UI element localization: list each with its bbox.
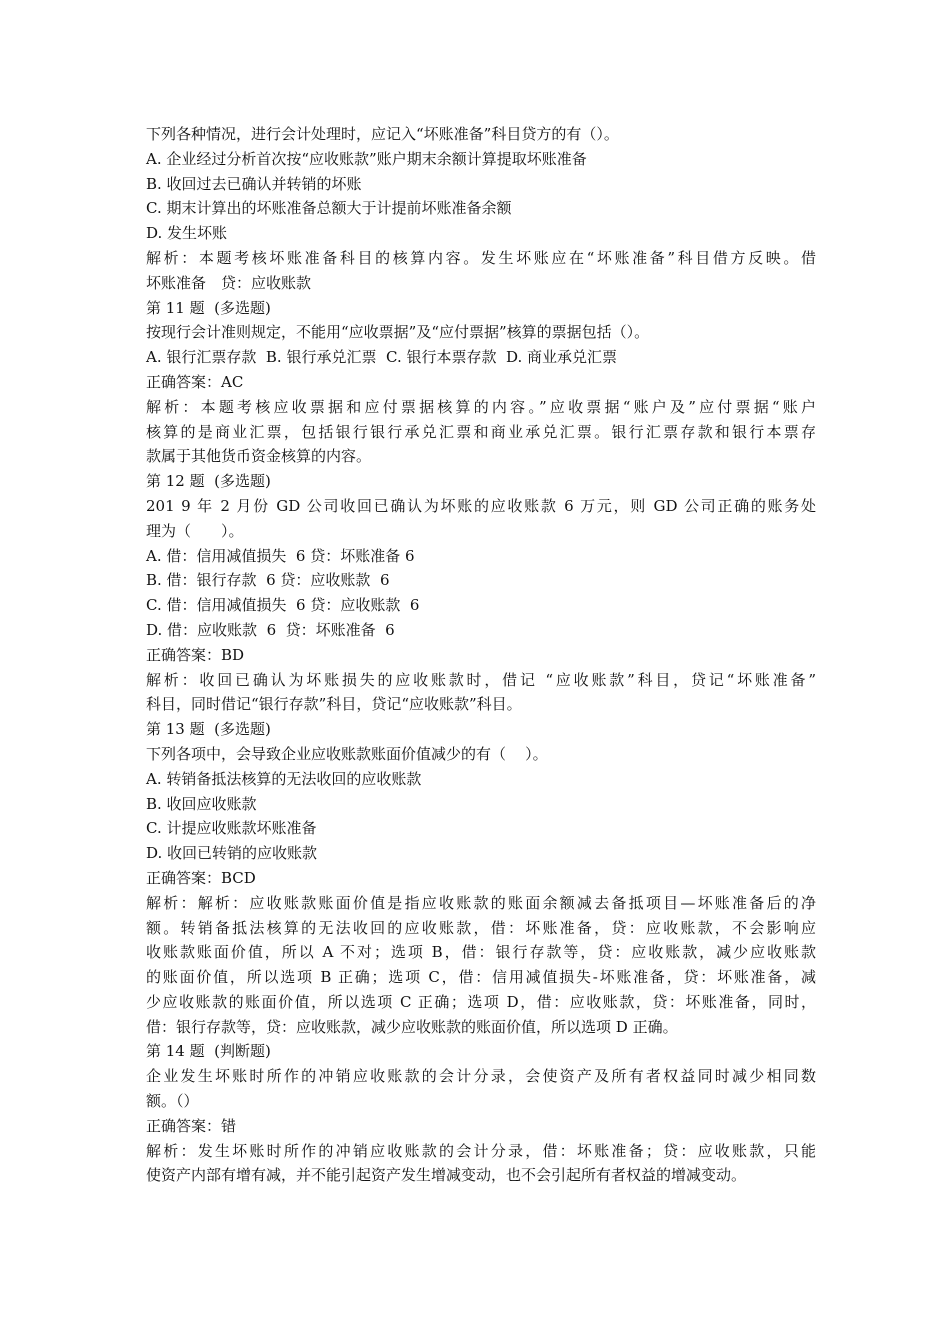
text-line: 解析：解析：应收账款账面价值是指应收账款的账面余额减去备抵项目—坏账准备后的净 xyxy=(146,893,816,912)
option-text xyxy=(146,196,816,221)
analysis-text xyxy=(146,891,816,1040)
question-stem xyxy=(146,320,816,345)
text-line: 正确答案：AC xyxy=(146,372,244,391)
text-line: A. 企业经过分析首次按“应收账款”账户期末余额计算提取坏账准备 xyxy=(146,149,587,168)
text-line: 借：银行存款等，贷：应收账款，减少应收账款的账面价值，所以选项 D 正确。 xyxy=(146,1017,678,1036)
text-line: 第 13 题 (多选题) xyxy=(146,720,271,739)
text-line: C. 计提应收账款坏账准备 xyxy=(146,819,317,838)
text-line: 的账面价值，所以选项 B 正确；选项 C，借：信用减值损失-坏账准备，贷：坏账准备，减 xyxy=(146,968,816,987)
question-header xyxy=(146,296,816,321)
option-text xyxy=(146,345,816,370)
text-line: B. 借：银行存款 6 贷：应收账款 6 xyxy=(146,571,390,590)
text-line: 第 14 题 (判断题) xyxy=(146,1042,271,1061)
question-stem xyxy=(146,122,816,147)
text-line: 少应收账款的账面价值，所以选项 C 正确；选项 D，借：应收账款，贷：坏账准备，同时， xyxy=(146,992,816,1011)
text-line: 按现行会计准则规定，不能用“应收票据”及“应付票据”核算的票据包括（）。 xyxy=(146,323,650,342)
text-line: 解析：本题考核应收票据和应付票据核算的内容。”应收票据“账户及”应付票据“账户 xyxy=(146,397,816,416)
question-header xyxy=(146,1039,816,1064)
text-line: 坏账准备 贷：应收账款 xyxy=(146,273,312,292)
text-line: 理为（ ）。 xyxy=(146,521,244,540)
text-line: D. 收回已转销的应收账款 xyxy=(146,844,318,863)
text-line: B. 收回过去已确认并转销的坏账 xyxy=(146,174,362,193)
text-line: 正确答案：错 xyxy=(146,1116,237,1135)
option-text xyxy=(146,767,816,792)
text-line: 额。（） xyxy=(146,1092,199,1111)
text-line: A. 转销备抵法核算的无法收回的应收账款 xyxy=(146,769,422,788)
question-header xyxy=(146,717,816,742)
option-text xyxy=(146,618,816,643)
option-text xyxy=(146,816,816,841)
text-line: A. 借：信用减值损失 6 贷：坏账准备 6 xyxy=(146,546,415,565)
text-line: 解析：收回已确认为坏账损失的应收账款时，借记 “应收账款”科目，贷记“坏账准备” xyxy=(146,670,816,689)
option-text xyxy=(146,221,816,246)
option-text xyxy=(146,544,816,569)
text-line: 使资产内部有增有减，并不能引起资产发生增减变动，也不会引起所有者权益的增减变动。 xyxy=(146,1166,747,1185)
answer-text xyxy=(146,370,816,395)
option-text xyxy=(146,172,816,197)
text-line: 解析：本题考核坏账准备科目的核算内容。发生坏账应在“坏账准备”科目借方反映。借 xyxy=(146,248,816,267)
text-line: 201 9 年 2 月份 GD 公司收回已确认为坏账的应收账款 6 万元，则 GD 公司正确的账务处 xyxy=(146,496,816,515)
option-text xyxy=(146,792,816,817)
text-line: 解析：发生坏账时所作的冲销应收账款的会计分录，借：坏账准备；贷：应收账款，只能 xyxy=(146,1141,816,1160)
text-line: 核算的是商业汇票，包括银行银行承兑汇票和商业承兑汇票。银行汇票存款和银行本票存 xyxy=(146,422,816,441)
text-line: 第 12 题 (多选题) xyxy=(146,472,271,491)
option-text xyxy=(146,841,816,866)
text-line: B. 收回应收账款 xyxy=(146,794,257,813)
text-line: C. 借：信用减值损失 6 贷：应收账款 6 xyxy=(146,596,420,615)
answer-text xyxy=(146,866,816,891)
text-line: 下列各种情况，进行会计处理时，应记入“坏账准备”科目贷方的有（）。 xyxy=(146,125,619,143)
document-page xyxy=(146,122,816,1188)
text-line: 科目，同时借记“银行存款”科目，贷记“应收账款”科目。 xyxy=(146,695,522,714)
text-line: D. 发生坏账 xyxy=(146,224,228,243)
question-stem xyxy=(146,742,816,767)
text-line: 正确答案：BCD xyxy=(146,868,256,887)
text-line: A. 银行汇票存款 B. 银行承兑汇票 C. 银行本票存款 D. 商业承兑汇票 xyxy=(146,348,618,367)
question-stem xyxy=(146,494,816,544)
question-stem xyxy=(146,1064,816,1114)
text-line: D. 借：应收账款 6 贷：坏账准备 6 xyxy=(146,620,395,639)
text-line: 款属于其他货币资金核算的内容。 xyxy=(146,447,372,466)
analysis-text xyxy=(146,668,816,718)
option-text xyxy=(146,147,816,172)
answer-text xyxy=(146,643,816,668)
answer-text xyxy=(146,1114,816,1139)
text-line: C. 期末计算出的坏账准备总额大于计提前坏账准备余额 xyxy=(146,199,512,218)
text-line: 下列各项中，会导致企业应收账款账面价值减少的有（ ）。 xyxy=(146,744,548,763)
option-text xyxy=(146,593,816,618)
text-line: 收账款账面价值，所以 A 不对；选项 B，借：银行存款等，贷：应收账款，减少应收账款 xyxy=(146,943,816,962)
text-line: 额。转销备抵法核算的无法收回的应收账款，借：坏账准备，贷：应收账款，不会影响应 xyxy=(146,918,816,937)
analysis-text xyxy=(146,246,816,296)
analysis-text xyxy=(146,395,816,469)
option-text xyxy=(146,568,816,593)
question-header xyxy=(146,469,816,494)
text-line: 正确答案：BD xyxy=(146,645,245,664)
text-line: 第 11 题 (多选题) xyxy=(146,298,271,317)
text-line: 企业发生坏账时所作的冲销应收账款的会计分录，会使资产及所有者权益同时减少相同数 xyxy=(146,1067,816,1086)
analysis-text xyxy=(146,1139,816,1189)
